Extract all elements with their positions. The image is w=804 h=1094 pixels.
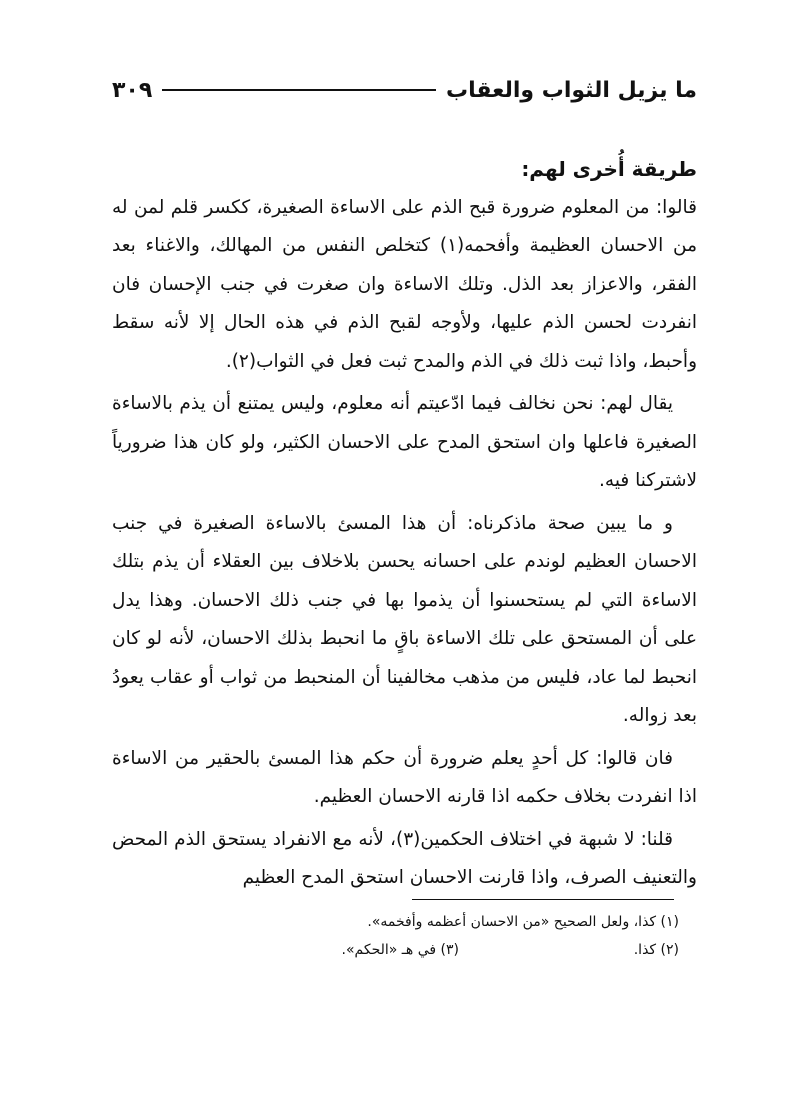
footnote-3: (٣) في هـ «الحكم». <box>341 942 459 958</box>
page-number: ٣٠٩ <box>112 77 153 103</box>
paragraph: قلنا: لا شبهة في اختلاف الحكمين(٣)، لأنه مع الانفراد يستحق الذم المحض والتعنيف الصرف، واذا قارنت الاحسان استحق المدح العظيم <box>112 828 697 888</box>
footnotes <box>112 908 697 964</box>
paragraph: فان قالوا: كل أحدٍ يعلم ضرورة أن حكم هذا المسئ بالحقير من الاساءة اذا انفردت بخلاف حكمه اذا قارنه الاحسان العظيم. <box>112 747 697 807</box>
footnote-separator <box>412 899 674 900</box>
footnote-row <box>112 936 697 964</box>
footnote-1: (١) كذا، ولعل الصحيح «من الاحسان أعظمه وأفخمه». <box>367 914 679 930</box>
running-header <box>112 70 697 110</box>
paragraph: قالوا: من المعلوم ضرورة قبح الذم على الاساءة الصغيرة، ككسر قلم لمن له من الاحسان العظيمة وأفحمه(١) كتخلص النفس من المهالك، والاغناء بعد الفقر، والاعزاز بعد الذل. وتلك الاساءة وان صغرت في جنب الإحسان فان انفردت لحسن الذم عليها، ولأوجه لقبح الذم في هذه الحال إلا لأنه سقط وأحبط، واذا ثبت ذلك في الذم والمدح ثبت فعل في الثواب(٢). <box>112 196 697 372</box>
header-rule <box>162 89 436 91</box>
paragraph: يقال لهم: نحن نخالف فيما ادّعيتم أنه معلوم، وليس يمتنع أن يذم بالاساءة الصغيرة فاعلها وان استحق المدح على الاحسان الكثير، ولو كان هذا ضرورياً لاشتركنا فيه. <box>112 393 697 491</box>
footnote-2: (٢) كذا. <box>633 942 679 958</box>
main-text <box>112 150 697 898</box>
section-title: طريقة أُخرى لهم: <box>521 157 697 181</box>
paragraph: و ما يبين صحة ماذكرناه: أن هذا المسئ بالاساءة الصغيرة في جنب الاحسان العظيم لوندم على احسانه يحسن بلاخلاف بين العقلاء أن يذم بتلك الاساءة التي لم يستحسنوا أن يذموا بها في جنب ذلك الاحسان. وهذا يدل على أن المستحق على تلك الاساءة باقٍ ما انحبط بذلك الاحسان، لأنه لو كان انحبط لما عاد، فليس من مذهب مخالفينا أن المنحبط من ثواب أو عقاب يعودُ بعد زواله. <box>112 512 697 726</box>
running-title: ما يزيل الثواب والعقاب <box>445 77 697 103</box>
